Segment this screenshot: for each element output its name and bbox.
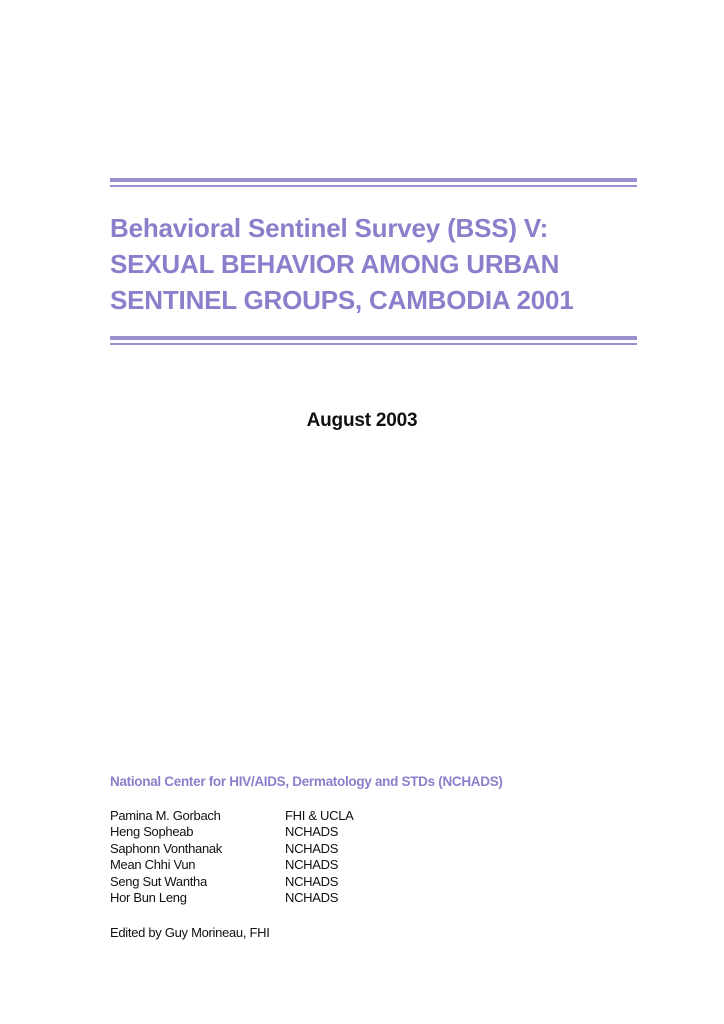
author-affiliation: NCHADS [285,840,339,856]
author-row [110,808,354,824]
author-row [110,857,354,873]
top-divider [110,178,637,187]
publication-date: August 2003 [306,410,418,431]
bottom-divider-thin-line [110,343,637,345]
author-name: Pamina M. Gorbach [110,808,221,823]
report-title [110,210,650,318]
bottom-divider [110,336,637,345]
author-list [110,808,354,906]
author-affiliation: NCHADS [285,857,339,873]
author-row [110,841,354,857]
author-affiliation: FHI & UCLA [285,808,354,823]
author-row [110,874,354,890]
author-name: Seng Sut Wantha [110,873,207,889]
author-name: Heng Sopheab [110,824,194,840]
author-name: Hor Bun Leng [110,890,187,906]
title-line-2: SEXUAL BEHAVIOR AMONG URBAN [110,249,560,279]
title-line-3: SENTINEL GROUPS, CAMBODIA 2001 [110,285,574,315]
author-affiliation: NCHADS [285,873,339,889]
top-divider-thick-line [110,178,637,182]
bottom-divider-thick-line [110,336,637,340]
editor-credit: Edited by Guy Morineau, FHI [110,925,270,940]
author-affiliation: NCHADS [285,824,339,840]
title-line-1: Behavioral Sentinel Survey (BSS) V: [110,213,549,243]
author-name: Mean Chhi Vun [110,857,196,873]
author-row [110,890,354,906]
organization-name: National Center for HIV/AIDS, Dermatology and STDs (NCHADS) [110,774,503,789]
top-divider-thin-line [110,185,637,187]
author-name: Saphonn Vonthanak [110,840,223,856]
author-row [110,824,354,840]
author-affiliation: NCHADS [285,890,339,906]
